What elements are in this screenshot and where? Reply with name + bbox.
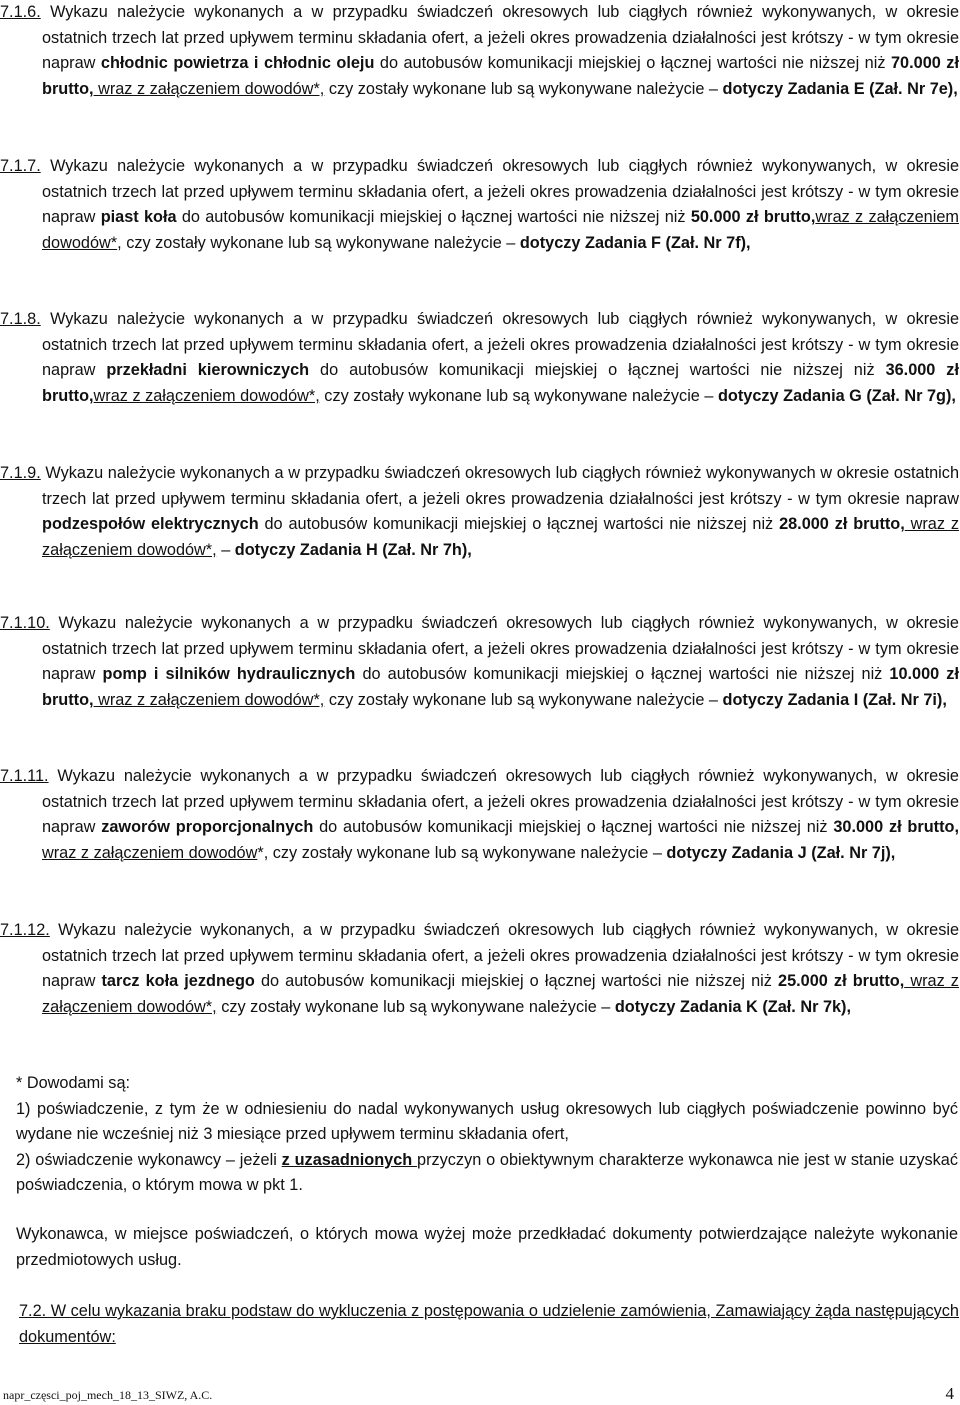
item-number: 7.1.11. [0, 767, 49, 785]
item-task: dotyczy Zadania J (Zał. Nr 7j), [661, 843, 896, 862]
item-task: dotyczy Zadania H (Zał. Nr 7h), [230, 540, 472, 559]
item-dash: – [708, 690, 718, 709]
list-item [0, 611, 959, 713]
item-text: do autobusów komunikacji miejskiej o łącznej wartości nie niższej niż [374, 54, 891, 73]
item-subject: chłodnic powietrza i chłodnic oleju [100, 54, 375, 73]
item-amount: 10.000 zł brutto, [42, 665, 959, 709]
item-attachment-note: wraz z załączeniem dowodów [42, 843, 258, 862]
list-item [0, 307, 959, 409]
item-attachment-note: wraz z załączeniem dowodów*, [42, 515, 959, 559]
item-amount: 70.000 zł brutto, [42, 54, 959, 98]
item-task: dotyczy Zadania E (Zał. Nr 7e), [717, 79, 958, 98]
item-dash: – [221, 540, 231, 559]
item-number: 7.1.6. [0, 3, 41, 21]
item-text: do autobusów komunikacji miejskiej o łącznej wartości nie niższej niż [355, 665, 890, 684]
item-number: 7.1.7. [0, 157, 41, 175]
item-dash: – [506, 233, 516, 252]
item-text: Wykazu należycie wykonanych, a w przypadku świadczeń okresowych lub ciągłych również wykonywanych, w okresie ostatnich trzech lat przed upływem terminu składania ofert, a jeżeli okres prowadzenia działalności jest krótszy - w tym okresie napraw [42, 921, 960, 991]
item-text: Wykazu należycie wykonanych a w przypadku świadczeń okresowych lub ciągłych również wykonywanych, w okresie ostatnich trzech lat przed upływem terminu składania ofert, a jeżeli okres prowadzenia działalności jest krótszy - w tym okresie napraw [42, 310, 959, 380]
item-attachment-note: wraz z załączeniem dowodów*, [93, 690, 325, 709]
item-amount: 36.000 zł brutto, [42, 361, 959, 405]
item-attachment-note: wraz z załączeniem dowodów*, [93, 386, 320, 405]
item-dash: – [601, 997, 611, 1016]
item-dash: – [704, 386, 714, 405]
item-amount: 30.000 zł brutto, [833, 818, 959, 837]
item-subject: piast koła [100, 208, 177, 227]
footnote-line-2: 2) oświadczenie wykonawcy – jeżeli z uzasadnionych przyczyn o obiektywnym charakterze wykonawca nie jest w stanie uzyskać poświadczenia, o którym mowa w pkt 1. [16, 1150, 958, 1195]
item-text: Wykazu należycie wykonanych a w przypadku świadczeń okresowych lub ciągłych również wykonywanych, w okresie ostatnich trzech lat przed upływem terminu składania ofert, a jeżeli okres prowadzenia działalności jest krótszy - w tym okresie napraw [42, 614, 959, 684]
item-amount: 25.000 zł brutto, [778, 972, 905, 991]
item-text: Wykazu należycie wykonanych a w przypadku świadczeń okresowych lub ciągłych również wykonywanych w okresie ostatnich trzech lat przed upływem terminu składania ofert, a jeżeli okres prowadzenia działalności jest krótszy - w tym okresie napraw [42, 464, 959, 508]
item-text: Wykazu należycie wykonanych a w przypadku świadczeń okresowych lub ciągłych również wykonywanych, w okresie ostatnich trzech lat przed upływem terminu składania ofert, a jeżeli okres prowadzenia działalności jest krótszy - w tym okresie napraw [42, 767, 959, 837]
item-text: czy zostały wykonane lub są wykonywane należycie [324, 690, 709, 709]
list-item [0, 154, 959, 256]
item-task: dotyczy Zadania G (Zał. Nr 7g), [713, 386, 956, 405]
item-attachment-note: wraz z załączeniem dowodów* [42, 208, 959, 252]
item-attachment-note: wraz z załączeniem dowodów*, [42, 972, 959, 1016]
item-subject: pomp i silników hydraulicznych [102, 665, 356, 684]
footer-filename: napr_częsci_poj_mech_18_13_SIWZ, A.C. [3, 1388, 213, 1402]
list-item [0, 764, 959, 866]
item-attachment-note: wraz z załączeniem dowodów*, [93, 79, 325, 98]
item-text: Wykazu należycie wykonanych a w przypadku świadczeń okresowych lub ciągłych również wykonywanych, w okresie ostatnich trzech lat przed upływem terminu składania ofert, a jeżeli okres prowadzenia działalności jest krótszy - w tym okresie napraw [42, 157, 959, 227]
item-text: Wykazu należycie wykonanych a w przypadku świadczeń okresowych lub ciągłych również wykonywanych, w okresie ostatnich trzech lat przed upływem terminu składania ofert, a jeżeli okres prowadzenia działalności jest krótszy - w tym okresie napraw [42, 3, 959, 73]
item-subject: przekładni kierowniczych [106, 361, 310, 380]
item-number: 7.1.10. [0, 614, 50, 632]
list-item [0, 918, 960, 1020]
item-dash: – [708, 79, 718, 98]
item-amount: 50.000 zł brutto, [690, 208, 816, 227]
item-number: 7.1.8. [0, 310, 41, 328]
item-task: dotyczy Zadania I (Zał. Nr 7i), [717, 690, 947, 709]
item-text: do autobusów komunikacji miejskiej o łącznej wartości nie niższej niż [254, 972, 779, 991]
footnote-heading: * Dowodami są: [16, 1074, 131, 1092]
item-text: czy zostały wykonane lub są wykonywane należycie [324, 79, 709, 98]
item-dash: – [652, 843, 662, 862]
item-text: , czy zostały wykonane lub są wykonywane należycie [117, 233, 507, 252]
item-subject: podzespołów elektrycznych [42, 515, 259, 534]
list-item [0, 461, 959, 563]
item-subject: tarcz koła jezdnego [101, 972, 255, 991]
item-text: *, czy zostały wykonane lub są wykonywane należycie [257, 843, 653, 862]
item-task: dotyczy Zadania F (Zał. Nr 7f), [515, 233, 751, 252]
item-text: do autobusów komunikacji miejskiej o łącznej wartości nie niższej niż [309, 361, 886, 380]
page-number: 4 [945, 1384, 954, 1403]
item-task: dotyczy Zadania K (Zał. Nr 7k), [610, 997, 852, 1016]
item-subject: zaworów proporcjonalnych [101, 818, 314, 837]
item-text: do autobusów komunikacji miejskiej o łącznej wartości nie niższej niż [258, 515, 780, 534]
footnote-line-1: 1) poświadczenie, z tym że w odniesieniu do nadal wykonywanych usług okresowych lub ciągłych poświadczenie powinno być wydane nie wcześniej niż 3 miesiące przed upływem terminu składania ofert, [16, 1099, 958, 1144]
section-7-2: 7.2. W celu wykazania braku podstaw do wykluczenia z postępowania o udzielenie zamówienia, Zamawiający żąda następujących dokumentów: [19, 1302, 959, 1346]
item-text: czy zostały wykonane lub są wykonywane należycie [216, 997, 602, 1016]
note-paragraph: Wykonawca, w miejsce poświadczeń, o których mowa wyżej może przedkładać dokumenty potwierdzające należyte wykonanie przedmiotowych usług. [16, 1225, 958, 1269]
item-number: 7.1.12. [0, 921, 50, 939]
item-text: czy zostały wykonane lub są wykonywane należycie [319, 386, 705, 405]
item-text: do autobusów komunikacji miejskiej o łącznej wartości nie niższej niż [176, 208, 691, 227]
footnote-block [16, 1071, 958, 1199]
item-amount: 28.000 zł brutto, [779, 515, 905, 534]
item-number: 7.1.9. [0, 464, 41, 482]
item-text: do autobusów komunikacji miejskiej o łącznej wartości nie niższej niż [313, 818, 834, 837]
list-item [0, 0, 959, 102]
